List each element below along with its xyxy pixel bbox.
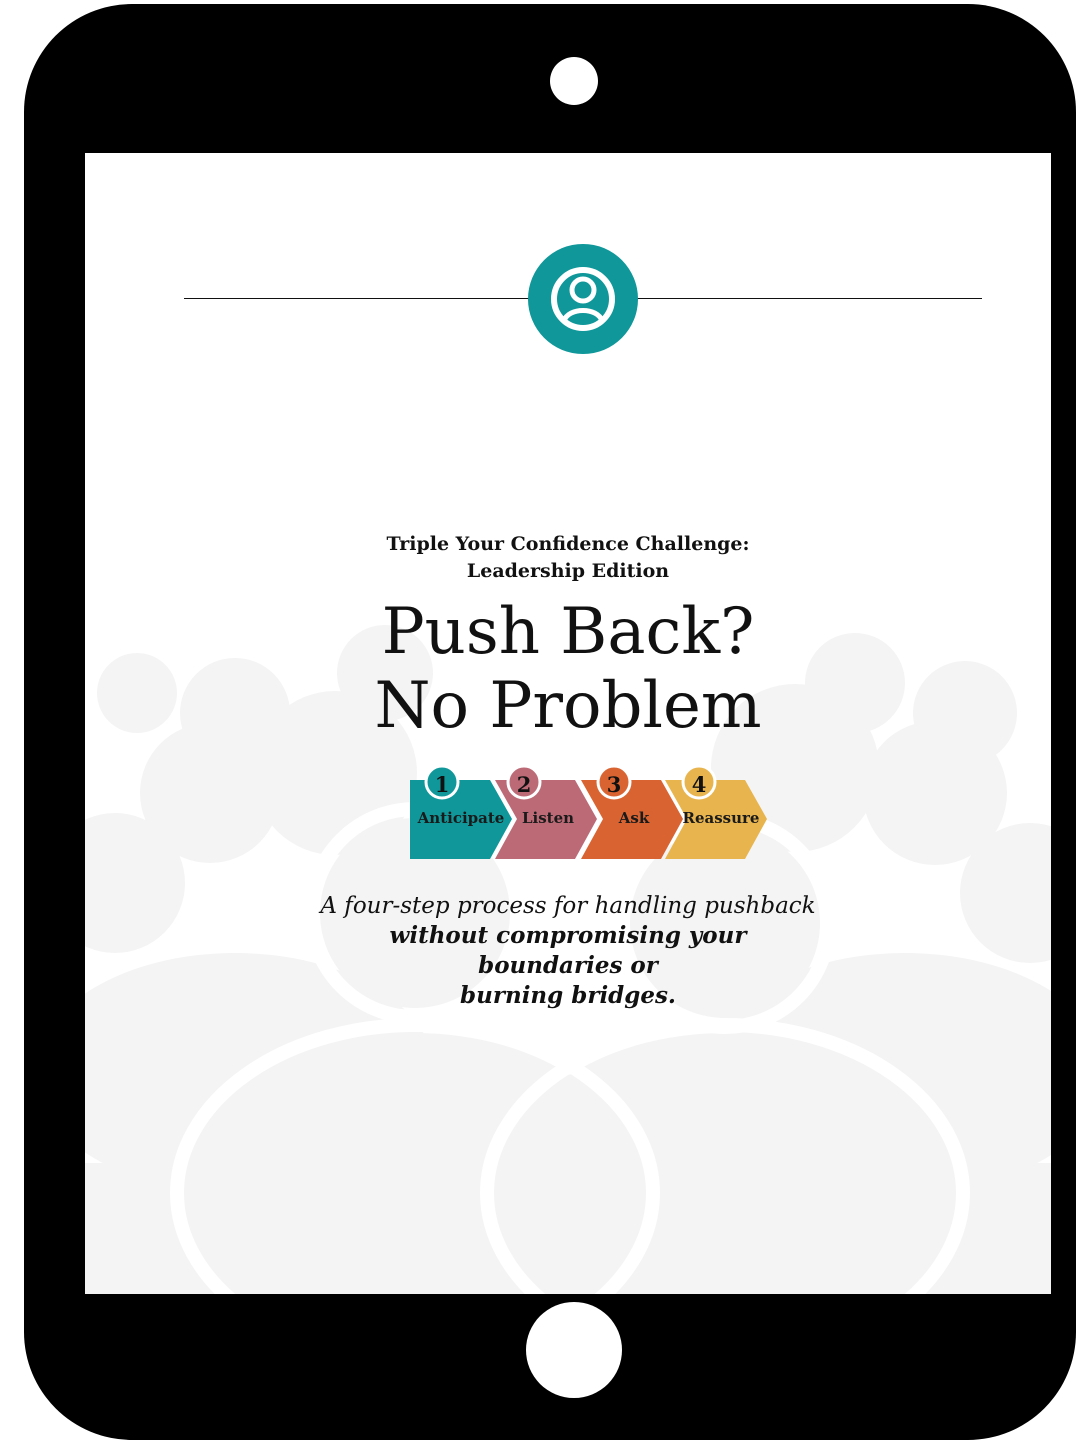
step-2-label: Listen xyxy=(521,809,575,827)
step-3-number: 3 xyxy=(606,772,622,797)
step-1-number: 1 xyxy=(434,772,450,797)
step-4-number: 4 xyxy=(691,772,707,797)
step-2-number: 2 xyxy=(516,772,532,797)
step-3-label: Ask xyxy=(618,809,650,827)
cover-tagline xyxy=(318,891,818,1011)
tagline-line-3: burning bridges. xyxy=(460,982,676,1009)
title-line-2: No Problem xyxy=(374,669,762,743)
tablet-device-frame xyxy=(24,4,1076,1440)
subtitle-line-2: Leadership Edition xyxy=(466,560,670,582)
tagline-line-1: A four-step process for handling pushback xyxy=(320,893,816,919)
tagline-line-2: without compromising your boundaries or xyxy=(389,922,747,979)
tablet-screen xyxy=(85,153,1051,1294)
front-camera xyxy=(550,57,598,105)
four-step-process xyxy=(85,153,1051,1294)
subtitle-line-1: Triple Your Confidence Challenge: xyxy=(386,533,750,555)
home-button[interactable] xyxy=(526,1302,622,1398)
title-line-1: Push Back? xyxy=(381,595,755,669)
step-1-label: Anticipate xyxy=(417,809,505,827)
step-4-label: Reassure xyxy=(682,809,760,827)
